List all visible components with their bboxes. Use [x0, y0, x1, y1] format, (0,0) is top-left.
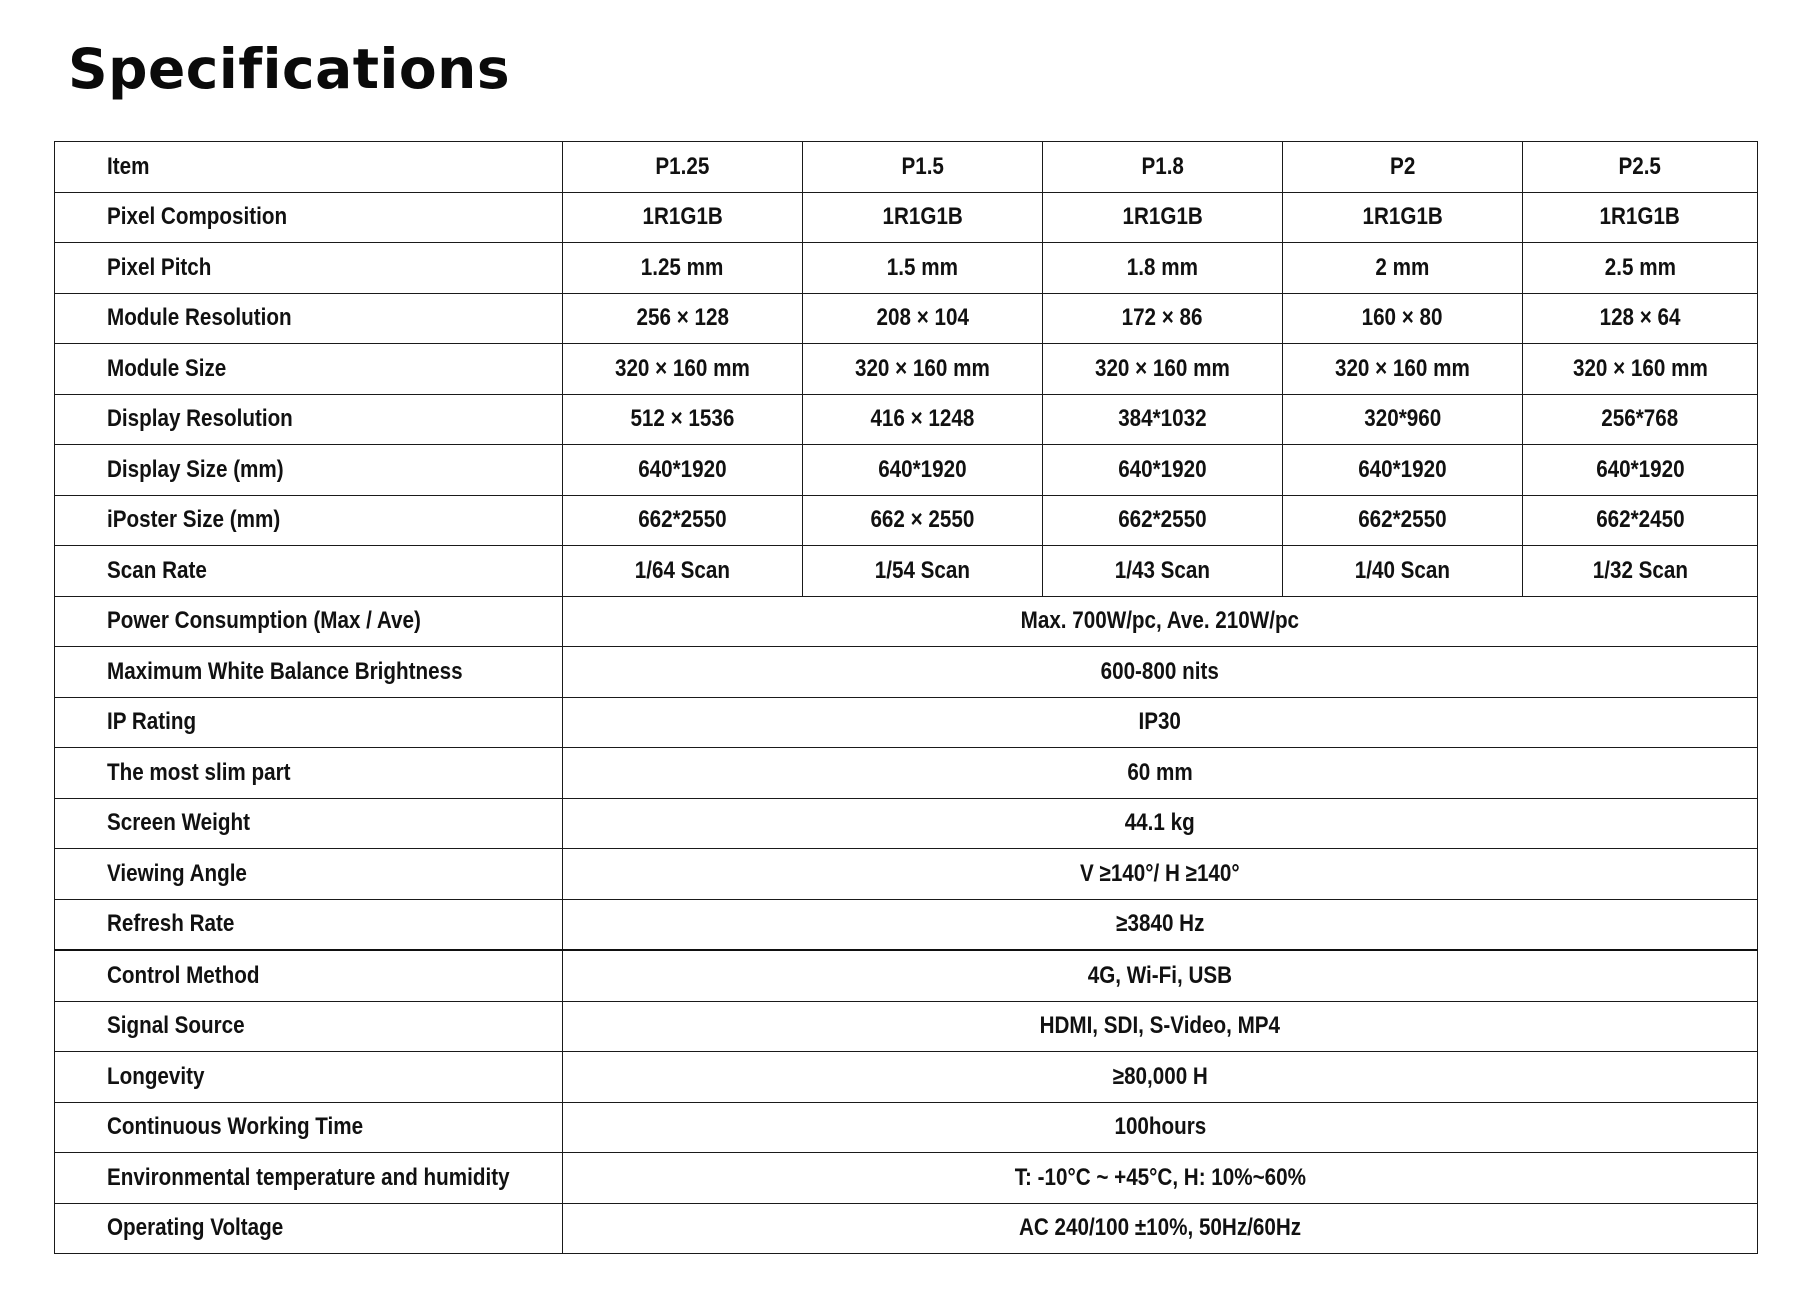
- table-row: [55, 192, 1758, 243]
- header-model-p2-5: P2.5: [1523, 142, 1758, 193]
- specifications-table: [54, 141, 1758, 1254]
- row-value: 172 × 86: [1043, 293, 1283, 344]
- row-value: 1R1G1B: [563, 192, 803, 243]
- row-label: Longevity: [55, 1052, 563, 1103]
- row-value-shared: ≥80,000 H: [563, 1052, 1758, 1103]
- table-row: [55, 243, 1758, 294]
- row-value-shared: V ≥140°/ H ≥140°: [563, 849, 1758, 900]
- row-label: Environmental temperature and humidity: [55, 1153, 563, 1204]
- table-row: [55, 647, 1758, 698]
- header-model-p1-8: P1.8: [1043, 142, 1283, 193]
- row-value-shared: IP30: [563, 697, 1758, 748]
- row-value: 1.25 mm: [563, 243, 803, 294]
- row-label: Scan Rate: [55, 546, 563, 597]
- row-label: iPoster Size (mm): [55, 495, 563, 546]
- row-label: Pixel Composition: [55, 192, 563, 243]
- row-value-shared: HDMI, SDI, S-Video, MP4: [563, 1001, 1758, 1052]
- table-row: [55, 546, 1758, 597]
- row-label: Module Resolution: [55, 293, 563, 344]
- table-row: [55, 748, 1758, 799]
- header-model-p1-25: P1.25: [563, 142, 803, 193]
- table-row: [55, 1102, 1758, 1153]
- table-row: [55, 798, 1758, 849]
- row-label: Continuous Working Time: [55, 1102, 563, 1153]
- row-value: 1R1G1B: [803, 192, 1043, 243]
- row-value: 320 × 160 mm: [563, 344, 803, 395]
- row-label: IP Rating: [55, 697, 563, 748]
- row-value: 1/32 Scan: [1523, 546, 1758, 597]
- table-row: [55, 1052, 1758, 1103]
- row-value: 662*2550: [1043, 495, 1283, 546]
- row-value: 1R1G1B: [1523, 192, 1758, 243]
- row-value: 320 × 160 mm: [803, 344, 1043, 395]
- page-title: Specifications: [68, 37, 511, 101]
- row-value-shared: AC 240/100 ±10%, 50Hz/60Hz: [563, 1203, 1758, 1254]
- row-value: 640*1920: [1283, 445, 1523, 496]
- row-value: 640*1920: [1043, 445, 1283, 496]
- row-value: 1R1G1B: [1043, 192, 1283, 243]
- table-row: [55, 445, 1758, 496]
- row-value: 1/64 Scan: [563, 546, 803, 597]
- table-row: [55, 1001, 1758, 1052]
- row-value-shared: T: -10°C ~ +45°C, H: 10%~60%: [563, 1153, 1758, 1204]
- table-row: [55, 899, 1758, 950]
- table-row: [55, 394, 1758, 445]
- row-value: 662*2450: [1523, 495, 1758, 546]
- header-model-p2: P2: [1283, 142, 1523, 193]
- row-label: Module Size: [55, 344, 563, 395]
- row-value-shared: Max. 700W/pc, Ave. 210W/pc: [563, 596, 1758, 647]
- row-value: 1.5 mm: [803, 243, 1043, 294]
- row-value: 416 × 1248: [803, 394, 1043, 445]
- row-value: 160 × 80: [1283, 293, 1523, 344]
- table-row: [55, 697, 1758, 748]
- table-row: [55, 1203, 1758, 1254]
- row-value: 384*1032: [1043, 394, 1283, 445]
- row-value: 662*2550: [563, 495, 803, 546]
- table-row: [55, 293, 1758, 344]
- table-row: [55, 596, 1758, 647]
- row-label: Power Consumption (Max / Ave): [55, 596, 563, 647]
- row-value: 1.8 mm: [1043, 243, 1283, 294]
- row-value: 320 × 160 mm: [1523, 344, 1758, 395]
- row-label: Display Size (mm): [55, 445, 563, 496]
- row-label: Operating Voltage: [55, 1203, 563, 1254]
- row-value-shared: 600-800 nits: [563, 647, 1758, 698]
- header-model-p1-5: P1.5: [803, 142, 1043, 193]
- row-value: 2 mm: [1283, 243, 1523, 294]
- row-value: 2.5 mm: [1523, 243, 1758, 294]
- row-value: 320 × 160 mm: [1043, 344, 1283, 395]
- row-label: Control Method: [55, 950, 563, 1001]
- row-value: 662 × 2550: [803, 495, 1043, 546]
- table-row: [55, 1153, 1758, 1204]
- row-value-shared: 44.1 kg: [563, 798, 1758, 849]
- row-value: 512 × 1536: [563, 394, 803, 445]
- row-label: Display Resolution: [55, 394, 563, 445]
- row-value: 640*1920: [1523, 445, 1758, 496]
- row-value: 1/40 Scan: [1283, 546, 1523, 597]
- row-value: 208 × 104: [803, 293, 1043, 344]
- row-label: Viewing Angle: [55, 849, 563, 900]
- row-label: Screen Weight: [55, 798, 563, 849]
- table-row: [55, 344, 1758, 395]
- row-value: 320*960: [1283, 394, 1523, 445]
- row-label: Signal Source: [55, 1001, 563, 1052]
- row-value: 1/43 Scan: [1043, 546, 1283, 597]
- row-value: 640*1920: [563, 445, 803, 496]
- table-row: [55, 950, 1758, 1001]
- row-value: 256 × 128: [563, 293, 803, 344]
- row-label: Pixel Pitch: [55, 243, 563, 294]
- row-value: 128 × 64: [1523, 293, 1758, 344]
- table-row: [55, 849, 1758, 900]
- row-label: The most slim part: [55, 748, 563, 799]
- row-value-shared: 4G, Wi-Fi, USB: [563, 950, 1758, 1001]
- row-value-shared: 100hours: [563, 1102, 1758, 1153]
- row-value-shared: 60 mm: [563, 748, 1758, 799]
- row-value: 256*768: [1523, 394, 1758, 445]
- row-label: Maximum White Balance Brightness: [55, 647, 563, 698]
- row-value: 320 × 160 mm: [1283, 344, 1523, 395]
- row-value: 640*1920: [803, 445, 1043, 496]
- table-row: [55, 495, 1758, 546]
- row-label: Refresh Rate: [55, 899, 563, 950]
- header-item-label: Item: [55, 142, 563, 193]
- row-value-shared: ≥3840 Hz: [563, 899, 1758, 950]
- row-value: 1/54 Scan: [803, 546, 1043, 597]
- row-value: 1R1G1B: [1283, 192, 1523, 243]
- row-value: 662*2550: [1283, 495, 1523, 546]
- table-header-row: [55, 142, 1758, 193]
